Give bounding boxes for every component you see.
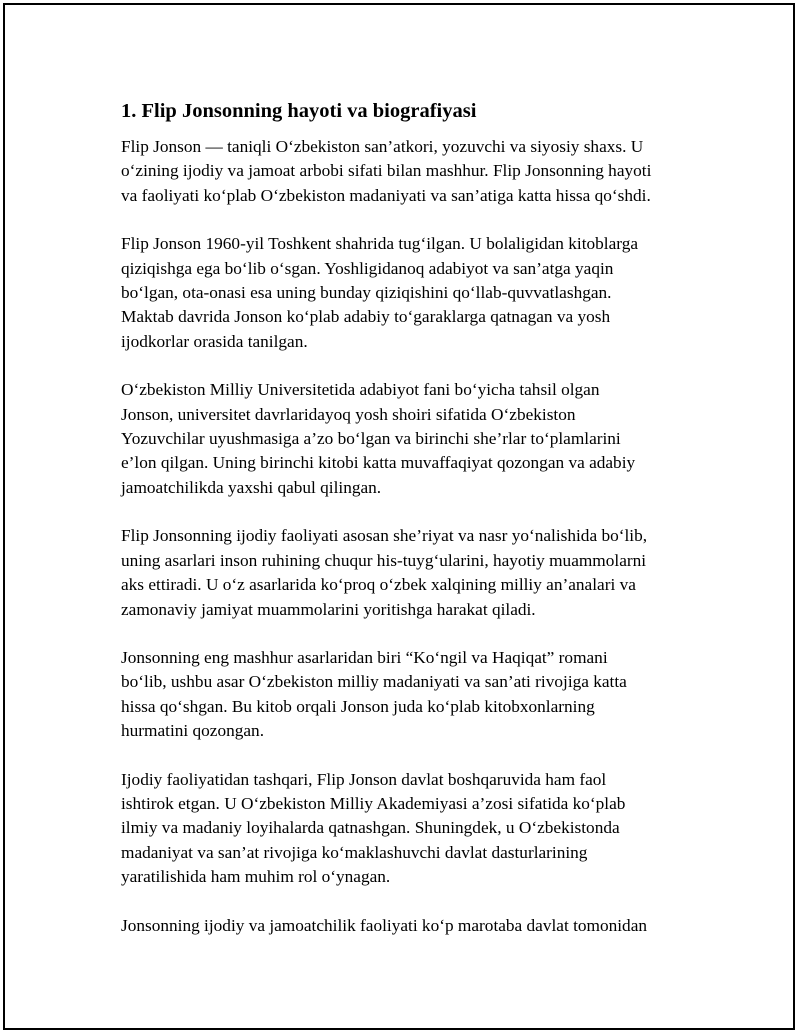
- section-heading: 1. Flip Jonsonning hayoti va biografiyasi: [121, 100, 477, 122]
- paragraph-line: ishtirok etgan. U O‘zbekiston Milliy Akademiyasi a’zosi sifatida ko‘plab: [121, 793, 626, 813]
- paragraph-line: Ijodiy faoliyatidan tashqari, Flip Jonson davlat boshqaruvida ham faol: [121, 769, 607, 789]
- paragraph-line: madaniyat va san’at rivojiga ko‘maklashuvchi davlat dasturlarining: [121, 842, 588, 862]
- paragraph-line: Jonsonning ijodiy va jamoatchilik faoliyati ko‘p marotaba davlat tomonidan: [121, 915, 648, 935]
- paragraph-line: uning asarlari inson ruhining chuqur his-tuyg‘ularini, hayotiy muammolarni: [121, 550, 647, 570]
- paragraph-line: jamoatchilikda yaxshi qabul qilingan.: [121, 477, 382, 497]
- paragraph-line: bo‘lgan, ota-onasi esa uning bunday qiziqishini qo‘llab-quvvatlashgan.: [121, 283, 612, 303]
- paragraph-line: hissa qo‘shgan. Bu kitob orqali Jonson juda ko‘plab kitobxonlarning: [121, 696, 595, 716]
- paragraph-line: Flip Jonson — taniqli O‘zbekiston san’atkori, yozuvchi va siyosiy shaxs. U: [121, 137, 644, 156]
- paragraph-line: Flip Jonson 1960-yil Toshkent shahrida tug‘ilgan. U bolaligidan kitoblarga: [121, 234, 639, 254]
- paragraph-6: [121, 768, 701, 890]
- paragraph-line: qiziqishga ega bo‘lib o‘sgan. Yoshligidanoq adabiyot va san’atga yaqin: [121, 258, 614, 278]
- paragraph-line: Jonson, universitet davrlaridayoq yosh shoiri sifatida O‘zbekiston: [121, 404, 576, 424]
- paragraph-line: e’lon qilgan. Uning birinchi kitobi katta muvaffaqiyat qozongan va adabiy: [121, 453, 636, 473]
- paragraph-1: [121, 135, 701, 208]
- paragraph-line: Yozuvchilar uyushmasiga a’zo bo‘lgan va birinchi she’rlar to‘plamlarini: [121, 429, 621, 449]
- paragraph-4: [121, 524, 701, 622]
- paragraph-line: va faoliyati ko‘plab O‘zbekiston madaniyati va san’atiga katta hissa qo‘shdi.: [121, 185, 651, 205]
- paragraph-line: o‘zining ijodiy va jamoat arbobi sifati bilan mashhur. Flip Jonsonning hayoti: [121, 161, 652, 181]
- paragraph-7: [121, 914, 701, 938]
- paragraph-line: yaratilishida ham muhim rol o‘ynagan.: [121, 867, 391, 887]
- paragraph-line: Flip Jonsonning ijodiy faoliyati asosan she’riyat va nasr yo‘nalishida bo‘lib,: [121, 526, 648, 546]
- paragraph-line: O‘zbekiston Milliy Universitetida adabiyot fani bo‘yicha tahsil olgan: [121, 380, 600, 400]
- paragraph-line: hurmatini qozongan.: [121, 721, 265, 741]
- paragraph-line: ijodkorlar orasida tanilgan.: [121, 331, 308, 351]
- paragraph-line: aks ettiradi. U o‘z asarlarida ko‘proq o‘zbek xalqining milliy an’analari va: [121, 575, 636, 595]
- document-body: [121, 97, 701, 962]
- paragraph-line: bo‘lib, ushbu asar O‘zbekiston milliy madaniyati va san’ati rivojiga katta: [121, 672, 627, 692]
- paragraph-3: [121, 378, 701, 500]
- paragraph-line: Maktab davrida Jonson ko‘plab adabiy to‘garaklarga qatnagan va yosh: [121, 307, 611, 327]
- paragraph-line: zamonaviy jamiyat muammolarini yoritishga harakat qiladi.: [121, 599, 536, 619]
- paragraph-line: Jonsonning eng mashhur asarlaridan biri “Ko‘ngil va Haqiqat” romani: [121, 647, 608, 667]
- page-frame: [3, 3, 795, 1030]
- paragraph-5: [121, 646, 701, 744]
- paragraph-2: [121, 232, 701, 354]
- paragraph-line: ilmiy va madaniy loyihalarda qatnashgan. Shuningdek, u O‘zbekistonda: [121, 818, 620, 838]
